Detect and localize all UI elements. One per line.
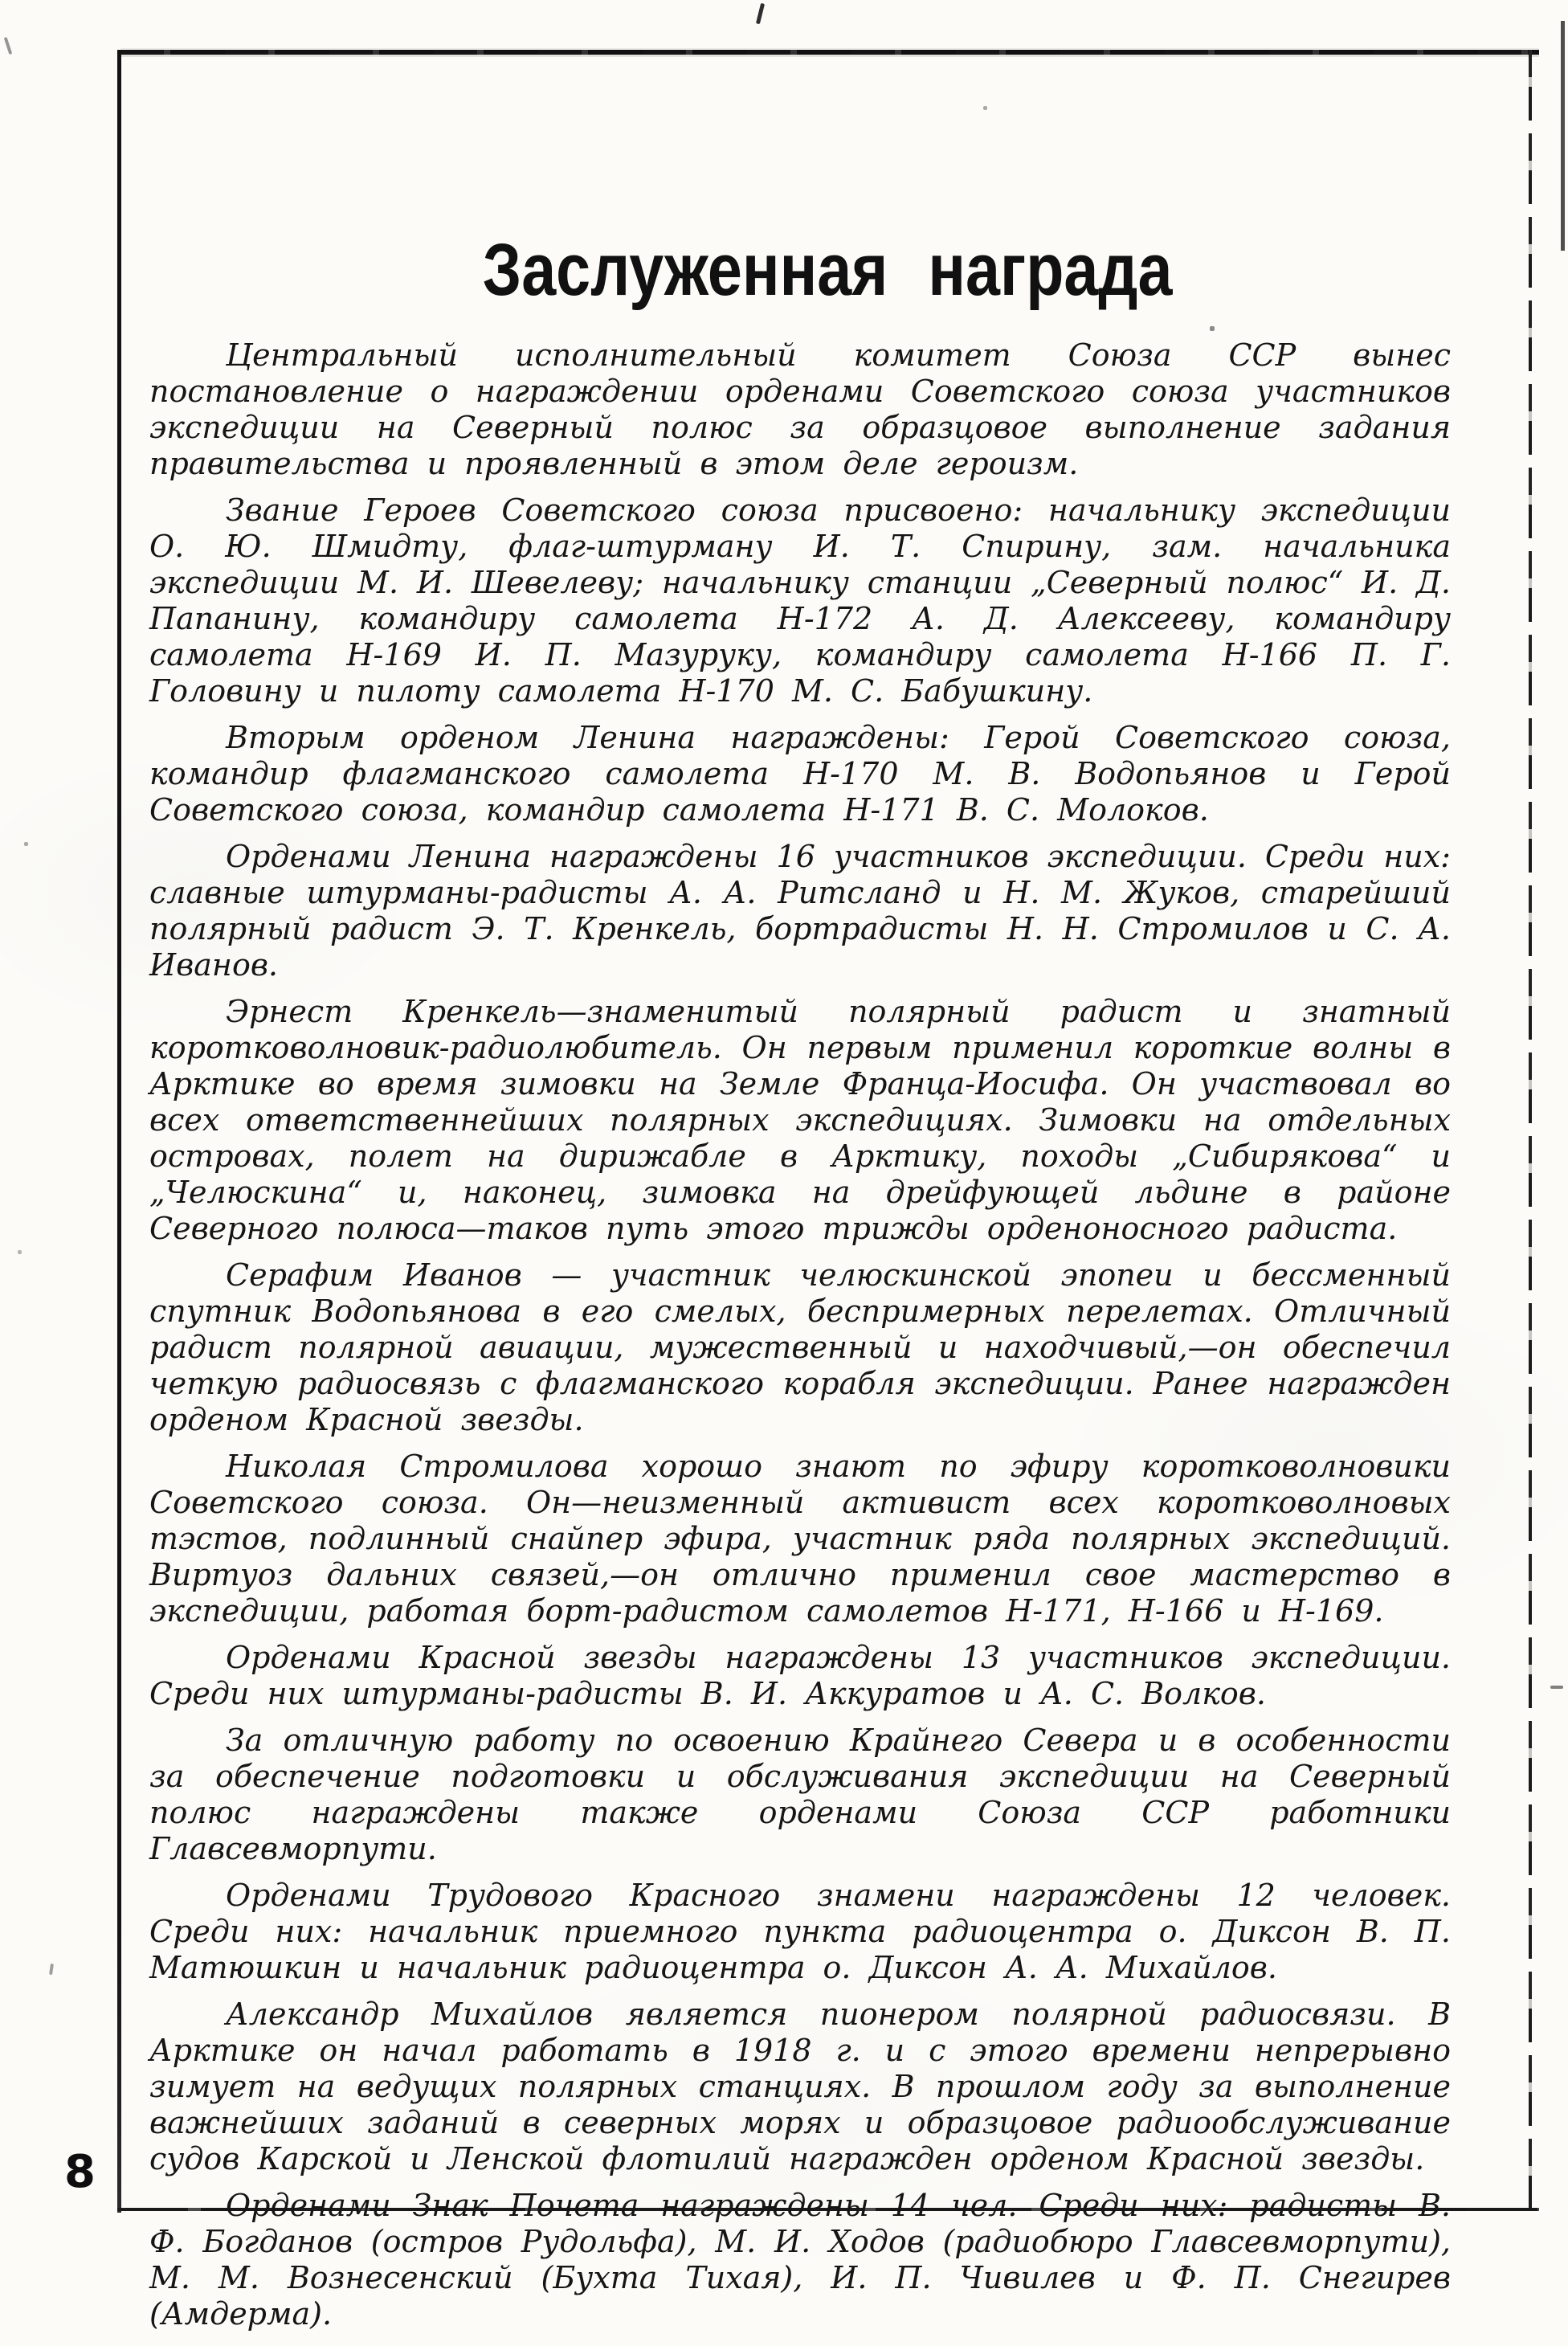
page-number: 8 xyxy=(64,2146,97,2198)
paragraph: Орденами Знак Почета награждены 14 чел. Среди них: радисты В. Ф. Богданов (остров Рудольфа), М. И. Ходов (радиобюро Главсевморпути), М. М. Вознесенский (Бухта Тихая), И. П. Чивилев и Ф. П. Снегирев (Амдерма). xyxy=(149,2188,1451,2332)
paragraph: Серафим Иванов — участник челюскинской эпопеи и бессменный спутник Водопьянова в его смелых, беспримерных перелетах. Отличный радист полярной авиации, мужественный и находчивый,—он обеспечил четкую радиосвязь с флагманского корабля экспедиции. Ранее награжден орденом Красной звезды. xyxy=(149,1257,1451,1437)
scan-speck xyxy=(4,37,13,55)
frame-border-top xyxy=(120,50,1539,55)
paragraph: Эрнест Кренкель—знаменитый полярный радист и знатный коротковолновик-радиолюбитель. Он первым применил короткие волны в Арктике во время зимовки на Земле Франца-Иосифа. Он участвовал во всех ответственнейших полярных экспедициях. Зимовки на отдельных островах, полет на дирижабле в Арктику, походы „Сибирякова“ и „Челюскина“ и, наконец, зимовка на дрейфующей льдине в районе Северного полюса—таков путь этого трижды орденоносного радиста. xyxy=(149,994,1451,1246)
scan-speck xyxy=(983,106,987,110)
paragraph: Вторым орденом Ленина награждены: Герой Советского союза, командир флагманского самолета Н-170 М. В. Водопьянов и Герой Советского союза, командир самолета Н-171 В. С. Молоков. xyxy=(149,720,1451,828)
scan-speck xyxy=(24,842,28,846)
scan-speck xyxy=(49,1964,54,1975)
article-title-text: Заслуженная награда xyxy=(482,229,1173,311)
paragraph: Орденами Трудового Красного знамени награждены 12 человек. Среди них: начальник приемного пункта радиоцентра о. Диксон В. П. Матюшкин и начальник радиоцентра о. Диксон А. А. Михайлов. xyxy=(149,1878,1451,1985)
paragraph: Орденами Красной звезды награждены 13 участников экспедиции. Среди них штурманы-радисты В. И. Аккуратов и А. С. Волков. xyxy=(149,1640,1451,1711)
frame-border-left xyxy=(117,50,121,2213)
scan-speck xyxy=(18,1250,22,1254)
article-title xyxy=(120,231,1534,309)
paragraph: Александр Михайлов является пионером полярной радиосвязи. В Арктике он начал работать в 1918 г. и с этого времени непрерывно зимует на ведущих полярных станциях. В прошлом году за выполнение важнейших заданий в северных морях и образцовое радиообслуживание судов Карской и Ленской флотилий награжден орденом Красной звезды. xyxy=(149,1997,1451,2176)
paragraph: Центральный исполнительный комитет Союза ССР вынес постановление о награждении орденами Советского союза участников экспедиции на Северный полюс за образцовое выполнение задания правительства и проявленный в этом деле героизм. xyxy=(149,337,1451,481)
paragraph: За отличную работу по освоению Крайнего Севера и в особенности за обеспечение подготовки и обслуживания экспедиции на Северный полюс награждены также орденами Союза ССР работники Главсевморпути. xyxy=(149,1723,1451,1866)
scan-edge-mark xyxy=(1561,21,1565,251)
article-body xyxy=(149,337,1451,2343)
paragraph: Николая Стромилова хорошо знают по эфиру коротковолновики Советского союза. Он—неизменный активист всех коротковолновых тэстов, подлинный снайпер эфира, участник ряда полярных экспедиций. Виртуоз дальних связей,—он отлично применил свое мастерство в экспедиции, работая борт-радистом самолетов Н-171, Н-166 и Н-169. xyxy=(149,1449,1451,1629)
paragraph: Орденами Ленина награждены 16 участников экспедиции. Среди них: славные штурманы-радисты А. А. Ритсланд и Н. М. Жуков, старейший полярный радист Э. Т. Кренкель, бортрадисты Н. Н. Стромилов и С. А. Иванов. xyxy=(149,839,1451,983)
paragraph: Звание Героев Советского союза присвоено: начальнику экспедиции О. Ю. Шмидту, флаг-штурману И. Т. Спирину, зам. начальника экспедиции М. И. Шевелеву; начальнику станции „Северный полюс“ И. Д. Папанину, командиру самолета Н-172 А. Д. Алексееву, командиру самолета Н-169 И. П. Мазуруку, командиру самолета Н-166 П. Г. Головину и пилоту самолета Н-170 М. С. Бабушкину. xyxy=(149,492,1451,709)
frame-border-right xyxy=(1529,50,1532,2213)
scan-speck xyxy=(1210,326,1215,331)
scan-speck xyxy=(756,3,765,24)
scan-speck xyxy=(1550,1686,1563,1689)
